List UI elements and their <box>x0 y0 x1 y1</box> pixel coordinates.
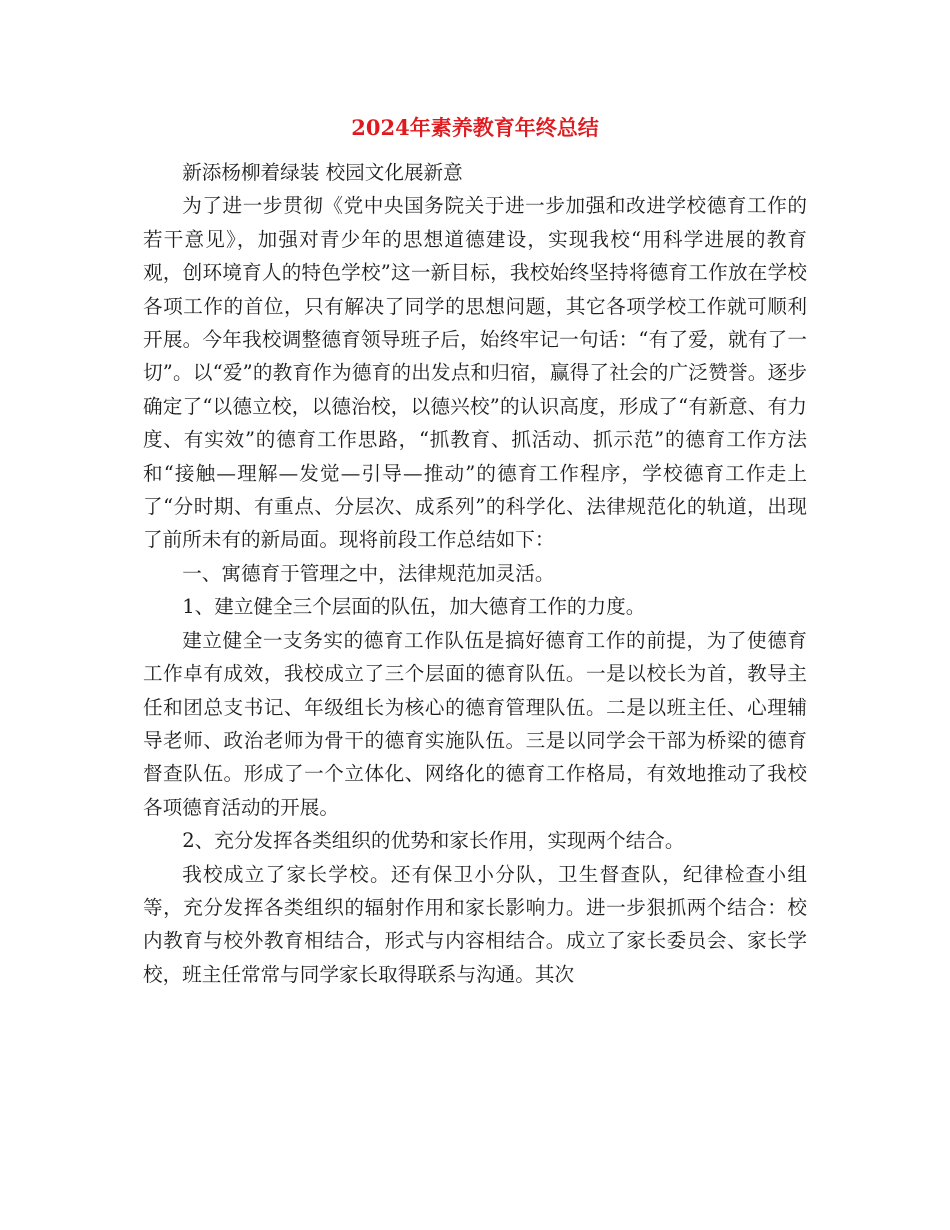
document-title: 2024年素养教育年终总结 <box>351 115 599 140</box>
body-paragraph-teams: 建立健全一支务实的德育工作队伍是搞好德育工作的前提，为了使德育工作卓有成效，我校成立了三个层面的德育队伍。一是以校长为首，教导主任和团总支书记、年级组长为核心的德育管理队伍。二是以班主任、心理辅导老师、政治老师为骨干的德育实施队伍。三是以同学会干部为桥梁的德育督查队伍。形成了一个立体化、网络化的德育工作格局，有效地推动了我校各项德育活动的开展。 <box>143 628 807 819</box>
subtitle-paragraph: 新添杨柳着绿装 校园文化展新意 <box>182 161 463 184</box>
document-body <box>143 156 807 991</box>
section-heading-1: 一、寓德育于管理之中，法律规范加灵活。 <box>182 561 555 585</box>
body-paragraph-parents: 我校成立了家长学校。还有保卫小分队，卫生督查队，纪律检查小组等，充分发挥各类组织的辐射作用和家长影响力。进一步狠抓两个结合：校内教育与校外教育相结合，形式与内容相结合。成立了家长委员会、家长学校，班主任常常与同学家长取得联系与沟通。其次 <box>143 862 807 986</box>
intro-paragraph: 为了进一步贯彻《党中央国务院关于进一步加强和改进学校德育工作的若干意见》，加强对青少年的思想道德建设，实现我校“用科学进展的教育观，创环境育人的特色学校”这一新目标，我校始终坚持将德育工作放在学校各项工作的首位，只有解决了同学的思想问题，其它各项学校工作就可顺利开展。今年我校调整德育领导班子后，始终牢记一句话：“有了爱，就有了一切”。以“爱”的教育作为德育的出发点和归宿，赢得了社会的广泛赞誉。逐步确定了“以德立校，以德治校，以德兴校”的认识高度，形成了“有新意、有力度、有实效”的德育工作思路，“抓教育、抓活动、抓示范”的德育工作方法和“接触—理解—发觉—引导—推动”的德育工作程序，学校德育工作走上了“分时期、有重点、分层次、成系列”的科学化、法律规范化的轨道，出现了前所未有的新局面。现将前段工作总结如下： <box>143 194 807 552</box>
subsection-heading-1: 1、建立健全三个层面的队伍，加大德育工作的力度。 <box>182 595 646 619</box>
subsection-heading-2: 2、充分发挥各类组织的优势和家长作用，实现两个结合。 <box>182 829 685 853</box>
